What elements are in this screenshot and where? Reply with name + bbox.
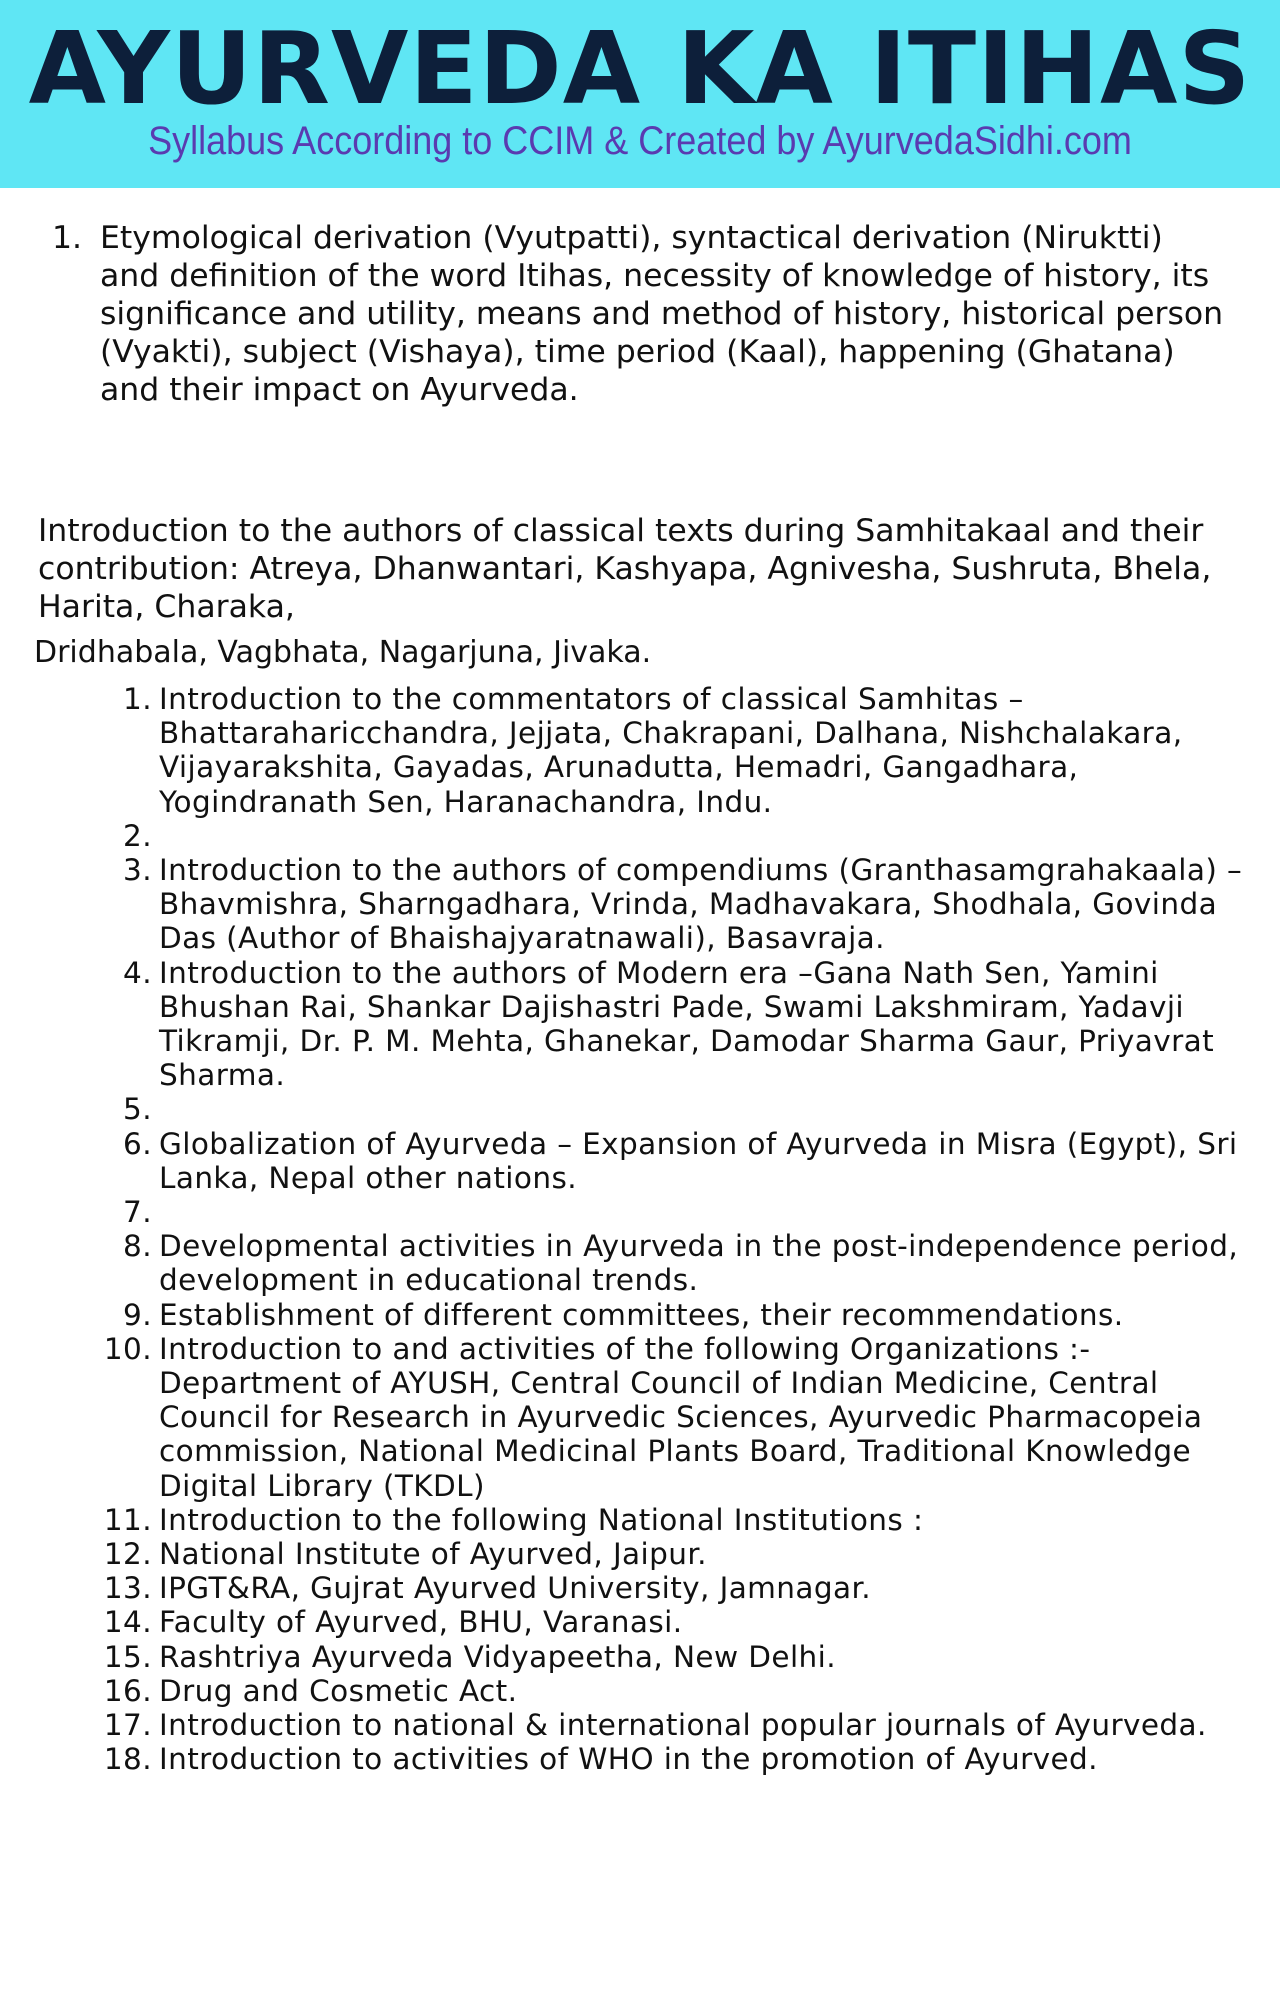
list-item: [86, 1571, 1266, 1605]
list-item: [86, 1605, 1266, 1639]
list-item: [86, 1674, 1266, 1708]
list-item-number: 16.: [103, 1673, 152, 1708]
top-list: [52, 219, 1232, 409]
intro-paragraph-tail: Dridhabala, Vagbhata, Nagarjuna, Jivaka.: [34, 635, 652, 670]
list-item-number: 10.: [103, 1331, 152, 1366]
list-item-number: 17.: [103, 1708, 152, 1743]
list-item-text: Developmental activities in Ayurveda in the post-independence period, development in educational trends.: [159, 1229, 1239, 1298]
list-item: [86, 819, 1266, 853]
list-item: [86, 1127, 1266, 1195]
list-item-number: 14.: [103, 1605, 152, 1640]
list-item: [86, 1537, 1266, 1571]
list-item-number: 6.: [123, 1126, 152, 1161]
list-item: [86, 1503, 1266, 1537]
list-item-text: National Institute of Ayurved, Jaipur.: [159, 1537, 707, 1572]
main-list: [86, 682, 1266, 1777]
list-item-number: 3.: [123, 853, 152, 888]
list-item-number: 5.: [123, 1092, 152, 1127]
list-item-number: 4.: [123, 955, 152, 990]
list-item-text: Introduction to and activities of the following Organizations :- Department of AYUSH, Central Council of Indian Medicine, Central Council for Research in Ayurvedic Sciences, Ayurvedic Pharmacopeia commission, National Medicinal Plants Board, Traditional Knowledge Digital Library (TKDL): [159, 1331, 1203, 1503]
list-item-text: Introduction to activities of WHO in the promotion of Ayurved.: [159, 1742, 1098, 1777]
list-item: [86, 1195, 1266, 1229]
list-item-number: 18.: [103, 1742, 152, 1777]
list-item-number: 13.: [103, 1571, 152, 1606]
list-item: [86, 1742, 1266, 1776]
list-item: [86, 1640, 1266, 1674]
list-item-number: 2.: [123, 818, 152, 853]
list-item-text: Faculty of Ayurved, BHU, Varanasi.: [159, 1605, 683, 1640]
intro-paragraph: Introduction to the authors of classical texts during Samhitakaal and their contribution: Atreya, Dhanwantari, Kashyapa, Agnivesha, Sushruta, Bhela, Harita, Charaka,: [38, 513, 1212, 625]
list-item: [52, 219, 1232, 409]
list-item-text: IPGT&RA, Gujrat Ayurved University, Jamnagar.: [159, 1571, 872, 1606]
list-item: [86, 1298, 1266, 1332]
list-item-number: 15.: [103, 1639, 152, 1674]
list-item-text: Rashtriya Ayurveda Vidyapeetha, New Delhi.: [159, 1639, 837, 1674]
list-item-text: Globalization of Ayurveda – Expansion of Ayurveda in Misra (Egypt), Sri Lanka, Nepal other nations.: [159, 1126, 1238, 1195]
list-item-number: 1.: [52, 220, 83, 256]
page-subtitle: Syllabus According to CCIM & Created by AyurvedaSidhi.com: [148, 119, 1132, 163]
list-item-number: 7.: [123, 1195, 152, 1230]
page-title: AYURVEDA KA ITIHAS: [28, 10, 1252, 127]
list-item: [86, 682, 1266, 819]
list-item-number: 11.: [103, 1502, 152, 1537]
list-item-text: Introduction to the authors of compendiums (Granthasamgrahakaala) – Bhavmishra, Sharngadhara, Vrinda, Madhavakara, Shodhala, Govinda Das (Author of Bhaishajyaratnawali), Basavraja.: [159, 853, 1243, 956]
list-item: [86, 1708, 1266, 1742]
list-item: [86, 853, 1266, 956]
list-item-text: Introduction to the following National Institutions :: [159, 1502, 924, 1537]
list-item-text: Introduction to national & international popular journals of Ayurveda.: [159, 1708, 1207, 1743]
list-item: [86, 1229, 1266, 1297]
list-item-number: 12.: [103, 1537, 152, 1572]
list-item-text: Establishment of different committees, their recommendations.: [159, 1297, 1124, 1332]
list-item-text: Drug and Cosmetic Act.: [159, 1673, 518, 1708]
list-item-text: Introduction to the commentators of classical Samhitas – Bhattaraharicchandra, Jejjata, Chakrapani, Dalhana, Nishchalakara, Vijayarakshita, Gayadas, Arunadutta, Hemadri, Gangadhara, Yogindranath Sen, Haranachandra, Indu.: [159, 682, 1183, 819]
list-item: [86, 1332, 1266, 1503]
list-item: [86, 956, 1266, 1093]
header-banner: [0, 0, 1280, 188]
list-item: [86, 1092, 1266, 1126]
list-item-number: 9.: [123, 1297, 152, 1332]
list-item-text: Etymological derivation (Vyutpatti), syntactical derivation (Niruktti) and definition of the word Itihas, necessity of knowledge of history, its significance and utility, means and method of history, historical person (Vyakti), subject (Vishaya), time period (Kaal), happening (Ghatana) and their impact on Ayurveda.: [100, 220, 1224, 408]
list-item-number: 1.: [123, 682, 152, 716]
list-item-text: Introduction to the authors of Modern era –Gana Nath Sen, Yamini Bhushan Rai, Shankar Dajishastri Pade, Swami Lakshmiram, Yadavji Tikramji, Dr. P. M. Mehta, Ghanekar, Damodar Sharma Gaur, Priyavrat Sharma.: [159, 955, 1215, 1093]
list-item-number: 8.: [123, 1229, 152, 1264]
